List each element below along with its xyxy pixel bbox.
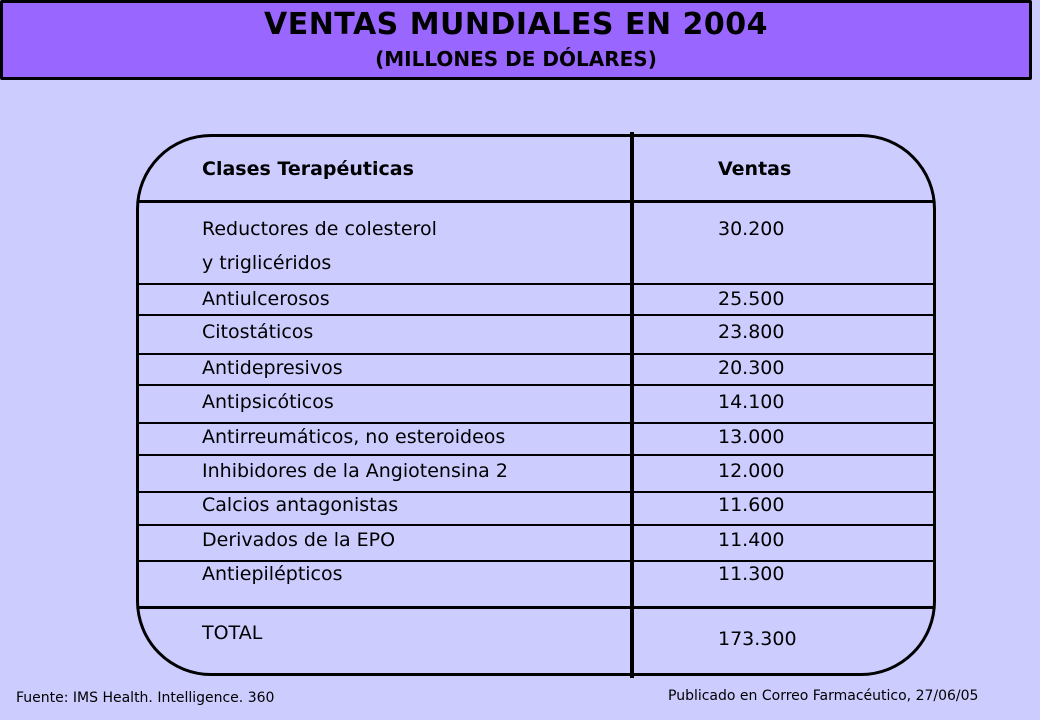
row-value: 20.300 <box>718 357 785 379</box>
row-label: Antipsicóticos <box>202 391 334 413</box>
row-value: 25.500 <box>718 288 785 310</box>
row-label: Inhibidores de la Angiotensina 2 <box>202 460 508 482</box>
source-note: Fuente: IMS Health. Intelligence. 360 <box>16 690 275 706</box>
row-value: 23.800 <box>718 321 785 343</box>
page-title: VENTAS MUNDIALES EN 2004 <box>263 7 769 42</box>
row-rule <box>137 560 935 562</box>
row-rule <box>137 314 935 316</box>
row-value: 11.300 <box>718 563 785 585</box>
row-value: 11.600 <box>718 494 785 516</box>
row-rule <box>137 524 935 526</box>
total-label: TOTAL <box>202 622 263 644</box>
row-rule <box>137 353 935 355</box>
row-label: Antiepilépticos <box>202 563 343 585</box>
column-header-sales: Ventas <box>718 158 792 180</box>
page-subtitle: (MILLONES DE DÓLARES) <box>375 47 657 71</box>
row-label: Antiulcerosos <box>202 288 330 310</box>
column-header-class: Clases Terapéuticas <box>202 158 414 180</box>
row-value: 30.200 <box>718 218 785 240</box>
header-rule <box>137 200 935 203</box>
row-rule <box>137 384 935 386</box>
row-label: Reductores de colesterol <box>202 218 437 240</box>
column-divider <box>630 132 634 678</box>
row-label: Citostáticos <box>202 321 314 343</box>
row-label-continued: y triglicéridos <box>202 252 332 274</box>
total-value: 173.300 <box>718 628 797 650</box>
row-label: Antirreumáticos, no esteroideos <box>202 426 506 448</box>
publication-note: Publicado en Correo Farmacéutico, 27/06/05 <box>668 688 979 704</box>
row-rule <box>137 454 935 456</box>
row-label: Calcios antagonistas <box>202 494 399 516</box>
row-rule <box>137 491 935 493</box>
row-label: Antidepresivos <box>202 357 343 379</box>
row-value: 14.100 <box>718 391 785 413</box>
row-value: 12.000 <box>718 460 785 482</box>
title-banner <box>0 0 1032 80</box>
row-value: 11.400 <box>718 529 785 551</box>
row-value: 13.000 <box>718 426 785 448</box>
total-rule <box>137 606 935 609</box>
row-rule <box>137 283 935 285</box>
row-rule <box>137 422 935 424</box>
row-label: Derivados de la EPO <box>202 529 396 551</box>
